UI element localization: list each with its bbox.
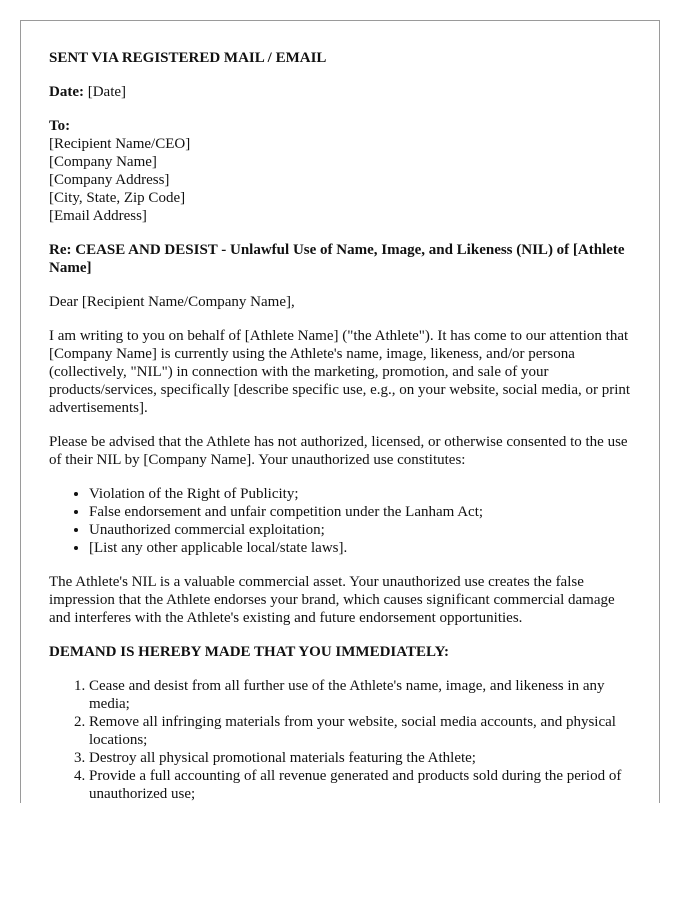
recipient-line-company: [Company Name] [49, 154, 157, 170]
list-item: • Violation of the Right of Publicity; [89, 485, 634, 503]
date-label: Date: [49, 84, 84, 100]
letter-content [49, 49, 634, 803]
list-item: 1. Cease and desist from all further use of the Athlete's name, image, and likeness in any media; [89, 677, 634, 713]
recipient-line-address: [Company Address] [49, 172, 170, 188]
list-item: 2. Remove all infringing materials from your website, social media accounts, and physical locations; [89, 713, 634, 749]
recipient-line-city: [City, State, Zip Code] [49, 190, 186, 206]
date-line [49, 83, 634, 101]
list-item: • [List any other applicable local/state laws]. [89, 539, 634, 557]
to-label: To: [49, 118, 71, 134]
salutation: Dear [Recipient Name/Company Name], [49, 294, 295, 310]
letter-page [20, 20, 660, 803]
list-item: 4. Provide a full accounting of all revenue generated and products sold during the period of unauthorized use; [89, 767, 634, 803]
list-item: • Unauthorized commercial exploitation; [89, 521, 634, 539]
date-value: [Date] [87, 84, 127, 100]
recipient-line-email: [Email Address] [49, 208, 147, 224]
list-item: 3. Destroy all physical promotional materials featuring the Athlete; [89, 749, 634, 767]
paragraph-intro: I am writing to you on behalf of [Athlete Name] ("the Athlete"). It has come to our attention that [Company Name] is currently using the Athlete's name, image, likeness, and/or persona (collectively, "NIL") in connection with the marketing, promotion, and sale of your products/services, specifically [describe specific use, e.g., on your website, social media, or print advertisements]. [49, 328, 631, 416]
violations-list [49, 485, 634, 557]
paragraph-commercial-asset: The Athlete's NIL is a valuable commercial asset. Your unauthorized use creates the false impression that the Athlete endorses your brand, which causes significant commercial damage and interferes with the Athlete's existing and future endorsement opportunities. [49, 574, 615, 626]
recipient-line-name: [Recipient Name/CEO] [49, 136, 191, 152]
demand-heading: DEMAND IS HEREBY MADE THAT YOU IMMEDIATELY: [49, 644, 450, 660]
recipient-block [49, 117, 634, 225]
demands-list [49, 677, 634, 803]
sent-via-line: SENT VIA REGISTERED MAIL / EMAIL [49, 50, 327, 66]
list-item: • False endorsement and unfair competition under the Lanham Act; [89, 503, 634, 521]
subject-line: Re: CEASE AND DESIST - Unlawful Use of Name, Image, and Likeness (NIL) of [Athlete Name] [49, 242, 625, 276]
paragraph-unauthorized: Please be advised that the Athlete has not authorized, licensed, or otherwise consented to the use of their NIL by [Company Name]. Your unauthorized use constitutes: [49, 434, 628, 468]
